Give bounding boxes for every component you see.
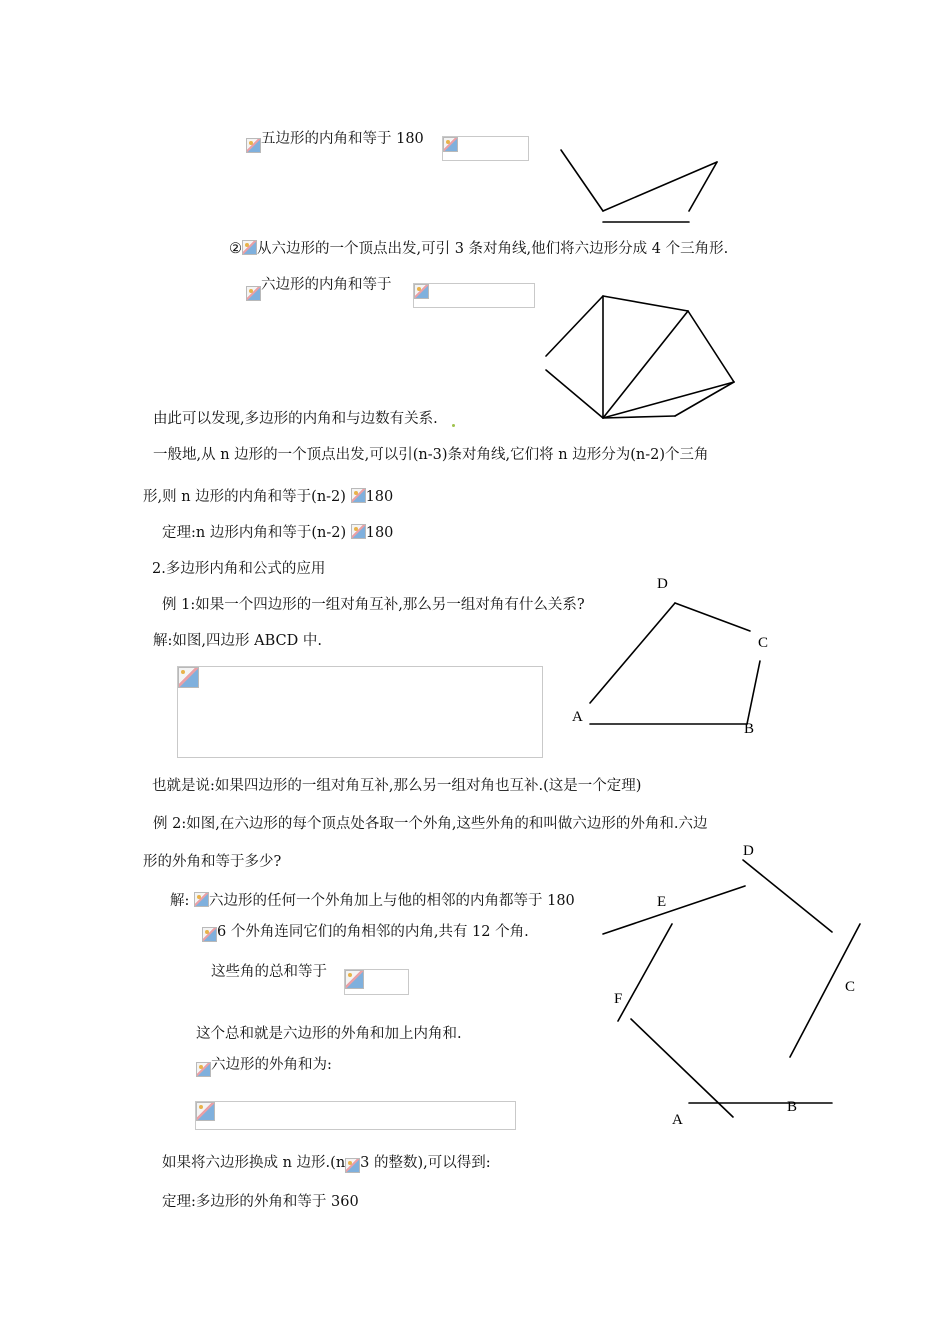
text-line (152, 560, 325, 578)
text-line (211, 963, 327, 981)
text-line (229, 240, 728, 258)
example-2-text-cont: 形的外角和等于多少? (143, 854, 282, 870)
text-line (143, 488, 393, 506)
theorem-2-text: 定理:多边形的外角和等于 360 (162, 1194, 359, 1210)
text-line (162, 524, 393, 542)
label-quad-a: A (572, 709, 583, 725)
generalize-text-suffix: 3 的整数),可以得到: (360, 1155, 491, 1171)
broken-image-icon (202, 927, 217, 942)
formula-image-box (413, 283, 535, 308)
formula-image-box (344, 969, 409, 995)
solution-2-line-1: 六边形的任何一个外角加上与他的相邻的内角都等于 180 (209, 893, 575, 909)
solution-2-label: 解: (170, 893, 190, 909)
broken-image-icon (178, 667, 199, 688)
hexagon-diagonals-text: 从六边形的一个顶点出发,可引 3 条对角线,他们将六边形分成 4 个三角形. (257, 241, 729, 257)
broken-image-icon (351, 524, 366, 539)
text-line (162, 1154, 491, 1173)
hexagon-sum-text: 六边形的内角和等于 (261, 277, 392, 293)
label-hex-f: F (614, 991, 623, 1007)
example-2-text: 例 2:如图,在六边形的每个顶点处各取一个外角,这些外角的和叫做六边形的外角和.六边 (153, 816, 708, 832)
general-text-cont: 形,则 n 边形的内角和等于(n-2) (143, 489, 346, 505)
broken-image-icon (246, 286, 261, 301)
solution-2-line-4: 这个总和就是六边形的外角和加上内角和. (196, 1026, 462, 1042)
label-quad-b: B (744, 721, 755, 737)
text-line (143, 853, 281, 871)
solution-1-text: 解:如图,四边形 ABCD 中. (153, 633, 322, 649)
text-line (152, 777, 641, 795)
theorem-1-suffix: 180 (365, 525, 394, 541)
step-marker: ② (229, 241, 242, 257)
theorem-1-text: 定理:n 边形内角和等于(n-2) (162, 525, 347, 541)
pentagon-figure (561, 150, 717, 222)
formula-image-box (442, 136, 529, 161)
broken-image-icon (246, 138, 261, 153)
general-text: 一般地,从 n 边形的一个顶点出发,可以引(n-3)条对角线,它们将 n 边形分为(n-2)个三角 (153, 447, 709, 463)
label-quad-d: D (657, 576, 668, 592)
broken-image-icon (351, 488, 366, 503)
example-1-text: 例 1:如果一个四边形的一组对角互补,那么另一组对角有什么关系? (162, 597, 585, 613)
text-line (162, 596, 585, 614)
broken-image-icon (443, 137, 458, 152)
text-line (153, 815, 708, 833)
general-text-suffix: 180 (365, 489, 394, 505)
formula-image-box (195, 1101, 516, 1130)
broken-image-icon (345, 1158, 360, 1173)
generalize-text: 如果将六边形换成 n 边形.(n (162, 1155, 346, 1171)
label-hex-e: E (657, 894, 667, 910)
text-line (246, 276, 392, 301)
pentagon-sum-text: 五边形的内角和等于 180 (261, 131, 424, 147)
text-line (153, 410, 438, 428)
decorative-dot (452, 424, 455, 427)
text-line (202, 923, 529, 942)
broken-image-icon (196, 1102, 215, 1121)
broken-image-icon (414, 284, 429, 299)
label-hex-b: B (787, 1099, 798, 1115)
text-line (153, 632, 322, 650)
section-heading: 2.多边形内角和公式的应用 (152, 561, 326, 577)
text-line (170, 892, 575, 910)
label-hex-c: C (845, 979, 856, 995)
label-hex-a: A (672, 1112, 683, 1128)
solution-2-line-3: 这些角的总和等于 (211, 964, 327, 980)
text-line (246, 130, 424, 153)
broken-image-icon (194, 892, 209, 907)
hexagon-diagonals-figure (546, 296, 734, 418)
text-line (162, 1193, 359, 1211)
broken-image-icon (242, 240, 257, 255)
proof-image-box (177, 666, 543, 758)
conclusion-1-text: 也就是说:如果四边形的一组对角互补,那么另一组对角也互补.(这是一个定理) (152, 778, 642, 794)
text-line (196, 1025, 462, 1043)
text-line (196, 1056, 332, 1077)
label-hex-d: D (743, 843, 754, 859)
text-line (153, 446, 709, 464)
solution-2-line-2: 6 个外角连同它们的角相邻的内角,共有 12 个角. (217, 924, 529, 940)
quadrilateral-figure (572, 576, 768, 737)
discovery-text: 由此可以发现,多边形的内角和与边数有关系. (153, 411, 438, 427)
hexagon-exterior-angles-figure (603, 843, 860, 1128)
broken-image-icon (345, 970, 364, 989)
solution-2-line-5: 六边形的外角和为: (211, 1057, 332, 1073)
broken-image-icon (196, 1062, 211, 1077)
label-quad-c: C (758, 635, 769, 651)
